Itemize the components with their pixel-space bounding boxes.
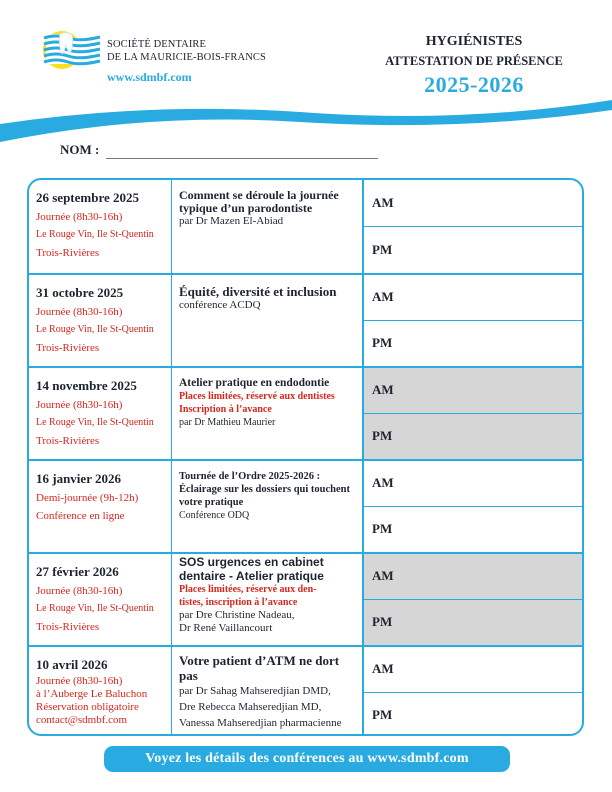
table-row bbox=[29, 645, 582, 736]
header-wave-decoration bbox=[0, 98, 612, 148]
am-label: AM bbox=[372, 475, 394, 491]
website-link[interactable]: www.sdmbf.com bbox=[107, 70, 192, 84]
session-duration: Demi-journée (9h-12h) bbox=[36, 492, 139, 504]
topic-note: Places limitées, réservé aux den- bbox=[179, 584, 317, 595]
pm-checkbox-area[interactable] bbox=[364, 600, 582, 646]
table-row bbox=[29, 366, 582, 459]
date-cell bbox=[29, 368, 172, 459]
session-location: Conférence en ligne bbox=[36, 510, 125, 522]
am-checkbox-area[interactable] bbox=[364, 180, 582, 227]
page-title: HYGIÉNISTES bbox=[425, 34, 523, 49]
pm-checkbox-area[interactable] bbox=[364, 414, 582, 460]
date-cell bbox=[29, 461, 172, 552]
pm-label: PM bbox=[372, 335, 393, 351]
year-label: 2025-2026 bbox=[424, 72, 524, 97]
pm-checkbox-area[interactable] bbox=[364, 321, 582, 367]
name-field-line[interactable] bbox=[106, 158, 378, 159]
pm-checkbox-area[interactable] bbox=[364, 693, 582, 737]
ampm-cell bbox=[364, 180, 582, 273]
am-checkbox-area[interactable] bbox=[364, 461, 582, 507]
date-cell bbox=[29, 647, 172, 736]
session-city: Trois-Rivières bbox=[36, 621, 100, 633]
ampm-cell bbox=[364, 275, 582, 366]
session-venue: Le Rouge Vin, Ile St-Quentin bbox=[36, 229, 154, 240]
am-checkbox-area[interactable] bbox=[364, 275, 582, 321]
session-reservation: Réservation obligatoire bbox=[36, 701, 139, 713]
topic-speaker: par Dr Mathieu Maurier bbox=[179, 417, 276, 428]
am-label: AM bbox=[372, 289, 394, 305]
topic-cell bbox=[172, 647, 364, 736]
pm-label: PM bbox=[372, 614, 393, 630]
session-date: 26 septembre 2025 bbox=[36, 190, 140, 205]
topic-note: Inscription à l’avance bbox=[179, 404, 272, 415]
topic-title: SOS urgences en cabinet dentaire - Atelier pratique bbox=[179, 555, 324, 583]
topic-cell bbox=[172, 275, 364, 366]
topic-cell bbox=[172, 180, 364, 273]
ampm-cell bbox=[364, 368, 582, 459]
session-date: 16 janvier 2026 bbox=[36, 471, 121, 486]
am-checkbox-area[interactable] bbox=[364, 554, 582, 600]
organization-name-line2: DE LA MAURICIE-BOIS-FRANCS bbox=[107, 52, 266, 63]
topic-title: Tournée de l’Ordre 2025-2026 : Éclairage sur les dossiers qui touchent votre pratique bbox=[179, 471, 351, 508]
name-label: NOM : bbox=[60, 142, 100, 157]
am-checkbox-area[interactable] bbox=[364, 368, 582, 414]
topic-title: Votre patient d’ATM ne dort pas bbox=[179, 653, 340, 683]
topic-speaker: Vanessa Mahseredjian pharmacienne bbox=[179, 717, 342, 729]
attendance-table bbox=[27, 178, 584, 736]
pm-label: PM bbox=[372, 241, 393, 257]
table-row bbox=[29, 180, 582, 273]
date-cell bbox=[29, 275, 172, 366]
footer-banner: Voyez les détails des conférences au www.sdmbf.com bbox=[104, 746, 510, 772]
session-duration: Journée (8h30-16h) bbox=[36, 675, 123, 687]
am-label: AM bbox=[372, 568, 394, 584]
topic-cell bbox=[172, 554, 364, 645]
pm-label: PM bbox=[372, 707, 393, 723]
pm-label: PM bbox=[372, 521, 393, 537]
page-subtitle: ATTESTATION DE PRÉSENCE bbox=[385, 54, 563, 68]
session-duration: Journée (8h30-16h) bbox=[36, 399, 123, 411]
topic-title: Équité, diversité et inclusion bbox=[179, 284, 337, 299]
session-venue: Le Rouge Vin, Ile St-Quentin bbox=[36, 324, 154, 335]
date-cell bbox=[29, 554, 172, 645]
am-label: AM bbox=[372, 661, 394, 677]
session-date: 27 février 2026 bbox=[36, 564, 119, 579]
pm-label: PM bbox=[372, 428, 393, 444]
session-date: 10 avril 2026 bbox=[36, 657, 108, 672]
session-duration: Journée (8h30-16h) bbox=[36, 306, 123, 318]
session-date: 31 octobre 2025 bbox=[36, 285, 124, 300]
topic-speaker: conférence ACDQ bbox=[179, 299, 261, 311]
topic-speaker: Conférence ODQ bbox=[179, 510, 250, 521]
topic-speaker: par Dr Sahag Mahseredjian DMD, bbox=[179, 685, 331, 697]
topic-cell bbox=[172, 368, 364, 459]
date-cell bbox=[29, 180, 172, 273]
topic-speaker: Dr René Vaillancourt bbox=[179, 622, 273, 634]
organization-name-line1: SOCIÉTÉ DENTAIRE bbox=[107, 39, 207, 50]
topic-title: Atelier pratique en endodontie bbox=[179, 377, 330, 389]
topic-note: Places limitées, réservé aux dentistes bbox=[179, 391, 335, 402]
topic-speaker: par Dr Mazen El-Abiad bbox=[179, 215, 284, 227]
topic-speaker: Dre Rebecca Mahseredjian MD, bbox=[179, 701, 322, 713]
am-label: AM bbox=[372, 382, 394, 398]
session-duration: Journée (8h30-16h) bbox=[36, 585, 123, 597]
session-venue: à l’Auberge Le Baluchon bbox=[36, 688, 148, 700]
organization-name bbox=[107, 38, 266, 64]
session-date: 14 novembre 2025 bbox=[36, 378, 137, 393]
session-venue: Le Rouge Vin, Ile St-Quentin bbox=[36, 417, 154, 428]
session-city: Trois-Rivières bbox=[36, 435, 100, 447]
table-row bbox=[29, 552, 582, 645]
tooth-sun-wave-logo-icon bbox=[36, 30, 102, 70]
session-duration: Journée (8h30-16h) bbox=[36, 211, 123, 223]
session-city: Trois-Rivières bbox=[36, 342, 100, 354]
topic-speaker: par Dre Christine Nadeau, bbox=[179, 609, 295, 621]
ampm-cell bbox=[364, 554, 582, 645]
am-checkbox-area[interactable] bbox=[364, 647, 582, 693]
table-row bbox=[29, 459, 582, 552]
contact-email[interactable]: contact@sdmbf.com bbox=[36, 714, 128, 726]
ampm-cell bbox=[364, 461, 582, 552]
topic-note: tistes, inscription à l’avance bbox=[179, 597, 298, 608]
am-label: AM bbox=[372, 194, 394, 210]
pm-checkbox-area[interactable] bbox=[364, 227, 582, 274]
session-venue: Le Rouge Vin, Ile St-Quentin bbox=[36, 603, 154, 614]
session-city: Trois-Rivières bbox=[36, 247, 100, 259]
topic-cell bbox=[172, 461, 364, 552]
topic-title: Comment se déroule la journée typique d’un parodontiste bbox=[179, 188, 339, 215]
pm-checkbox-area[interactable] bbox=[364, 507, 582, 553]
ampm-cell bbox=[364, 647, 582, 736]
table-row bbox=[29, 273, 582, 366]
